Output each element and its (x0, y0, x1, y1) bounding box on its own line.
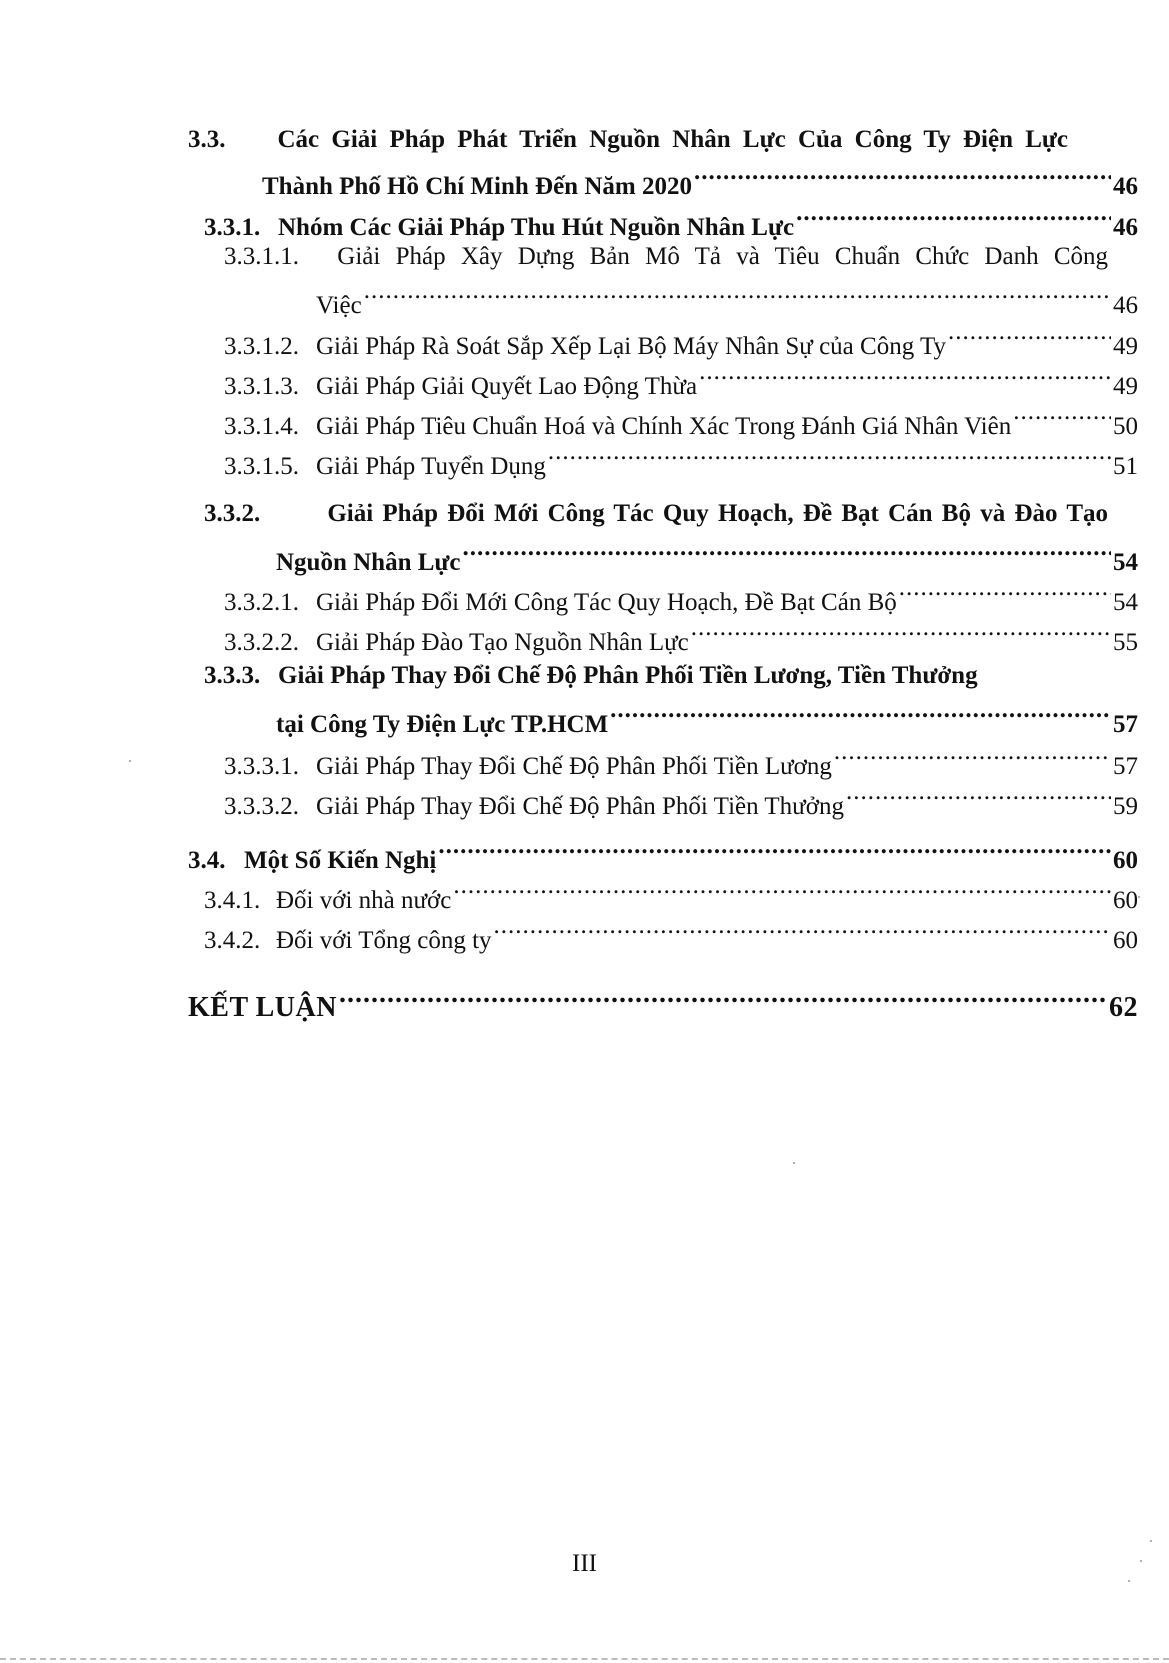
toc-entry-3-3-1-1[interactable] (316, 281, 1138, 322)
toc-page-number: 60 (1113, 927, 1138, 954)
toc-number: 3.3.3.1. (224, 753, 299, 780)
toc-page-number: 51 (1113, 453, 1138, 480)
toc-title: Giải Pháp Tiêu Chuẩn Hoá và Chính Xác Trong Đánh Giá Nhân Viên (316, 413, 1012, 440)
toc-title: Giải Pháp Đào Tạo Nguồn Nhân Lực (316, 629, 689, 656)
toc-title: Thành Phố Hồ Chí Minh Đến Năm 2020 (262, 173, 692, 200)
toc-number: 3.3.1. (204, 214, 261, 241)
toc-number: 3.3.2.2. (224, 629, 299, 656)
toc-leader-dots (899, 578, 1111, 610)
toc-number: 3.3.1.3. (224, 373, 299, 400)
toc-entry-3-3-2-line1 (204, 498, 1108, 530)
toc-title: Giải Pháp Giải Quyết Lao Động Thừa (316, 373, 698, 400)
toc-number: 3.3.2. (204, 500, 261, 527)
scan-speck (1128, 1580, 1130, 1582)
toc-page-number: 49 (1113, 333, 1138, 360)
toc-leader-dots (494, 916, 1111, 948)
toc-entry-3-4[interactable] (188, 836, 1138, 877)
toc-entry-3-3-1-4[interactable] (224, 402, 1138, 443)
scan-speck (1140, 1560, 1142, 1562)
toc-number: 3.3.3. (204, 662, 261, 689)
toc-leader-dots (834, 742, 1111, 774)
toc-title: tại Công Ty Điện Lực TP.HCM (276, 711, 609, 738)
toc-page-number: 50 (1113, 413, 1138, 440)
toc-page-number: 55 (1113, 629, 1138, 656)
toc-entry-3-4-2[interactable] (204, 916, 1138, 957)
toc-leader-dots (846, 782, 1111, 814)
toc-number: 3.3.2.1. (224, 589, 299, 616)
toc-title: Giải Pháp Thay Đổi Chế Độ Phân Phối Tiền Lương (316, 753, 832, 780)
scan-speck (1150, 1540, 1152, 1542)
toc-title-line1: Giải Pháp Đổi Mới Công Tác Quy Hoạch, Đề Bạt Cán Bộ và Đào Tạo (327, 500, 1108, 527)
toc-entry-3-3-3-2[interactable] (224, 782, 1138, 823)
toc-entry-3-3-3-line1 (204, 660, 1034, 692)
toc-title: Giải Pháp Đổi Mới Công Tác Quy Hoạch, Đề Bạt Cán Bộ (316, 589, 897, 616)
toc-number: 3.4.2. (204, 927, 261, 954)
toc-page-number: 57 (1113, 753, 1138, 780)
toc-title-line1: Các Giải Pháp Phát Triển Nguồn Nhân Lực Của Công Ty Điện Lực (277, 126, 1068, 153)
toc-title: Nhóm Các Giải Pháp Thu Hút Nguồn Nhân Lực (278, 214, 795, 241)
toc-number: 3.3.1.5. (224, 453, 299, 480)
scan-speck (793, 1162, 795, 1164)
toc-page-number: 54 (1113, 589, 1138, 616)
toc-leader-dots (1013, 402, 1111, 434)
toc-number: 3.4.1. (204, 887, 261, 914)
toc-entry-3-3-2-1[interactable] (224, 578, 1138, 619)
toc-entry-3-3[interactable] (262, 162, 1138, 203)
toc-title: Đối với nhà nước (276, 887, 452, 914)
toc-page-number: 59 (1113, 793, 1138, 820)
toc-page-number: 46 (1113, 292, 1138, 319)
toc-entry-3-3-1[interactable] (204, 203, 1138, 244)
toc-page-number: 46 (1113, 173, 1138, 200)
toc-title-line1: Giải Pháp Thay Đổi Chế Độ Phân Phối Tiền Lương, Tiền Thưởng (278, 662, 978, 689)
scan-speck (129, 760, 131, 762)
toc-number: 3.3.1.2. (224, 333, 299, 360)
toc-entry-3-3-1-5[interactable] (224, 442, 1138, 483)
toc-leader-dots (948, 322, 1111, 354)
toc-page-number: 62 (1109, 992, 1138, 1023)
toc-entry-3-3-1-1-line1 (224, 241, 1108, 273)
toc-leader-dots (438, 836, 1111, 868)
toc-title: Giải Pháp Tuyển Dụng (316, 453, 546, 480)
toc-page-number: 60 (1113, 847, 1138, 874)
toc-leader-dots (699, 362, 1111, 394)
toc-leader-dots (796, 203, 1111, 235)
toc-number: 3.3.1.1. (224, 243, 299, 270)
toc-title: KẾT LUẬN (188, 992, 337, 1023)
toc-leader-dots (691, 618, 1111, 650)
toc-page-number: 60 (1113, 887, 1138, 914)
toc-page-number: 46 (1113, 214, 1138, 241)
toc-leader-dots (364, 281, 1111, 313)
toc-number: 3.4. (188, 847, 226, 874)
toc-leader-dots (453, 876, 1111, 908)
scan-edge (0, 1658, 1169, 1660)
toc-entry-3-3-2[interactable] (276, 538, 1138, 579)
toc-entry-3-3-2-2[interactable] (224, 618, 1138, 659)
toc-title: Giải Pháp Rà Soát Sắp Xếp Lại Bộ Máy Nhân Sự của Công Ty (316, 333, 947, 360)
toc-title: Việc (316, 292, 362, 319)
toc-page-number: 49 (1113, 373, 1138, 400)
toc-entry-3-4-1[interactable] (204, 876, 1138, 917)
toc-leader-dots (694, 162, 1111, 194)
page-number-footer: III (572, 1550, 597, 1577)
toc-title: Giải Pháp Thay Đổi Chế Độ Phân Phối Tiền Thưởng (316, 793, 844, 820)
toc-title-line1: Giải Pháp Xây Dựng Bản Mô Tả và Tiêu Chuẩn Chức Danh Công (337, 243, 1108, 270)
toc-page-number: 54 (1113, 549, 1138, 576)
toc-number: 3.3. (188, 126, 226, 153)
scan-speck (1138, 896, 1140, 898)
toc-entry-conclusion[interactable] (188, 984, 1138, 1024)
toc-entry-3-3-line1 (188, 124, 1068, 156)
toc-entry-3-3-3-1[interactable] (224, 742, 1138, 783)
toc-title: Đối với Tổng công ty (276, 927, 492, 954)
toc-leader-dots (610, 700, 1111, 732)
toc-title: Một Số Kiến Nghị (244, 847, 437, 874)
toc-leader-dots (463, 538, 1112, 570)
toc-leader-dots (548, 442, 1111, 474)
toc-page-number: 57 (1113, 711, 1138, 738)
toc-title: Nguồn Nhân Lực (276, 549, 461, 576)
toc-number: 3.3.1.4. (224, 413, 299, 440)
toc-entry-3-3-1-2[interactable] (224, 322, 1138, 363)
toc-entry-3-3-1-3[interactable] (224, 362, 1138, 403)
toc-entry-3-3-3[interactable] (276, 700, 1138, 741)
toc-number: 3.3.3.2. (224, 793, 299, 820)
toc-leader-dots (339, 984, 1107, 1016)
